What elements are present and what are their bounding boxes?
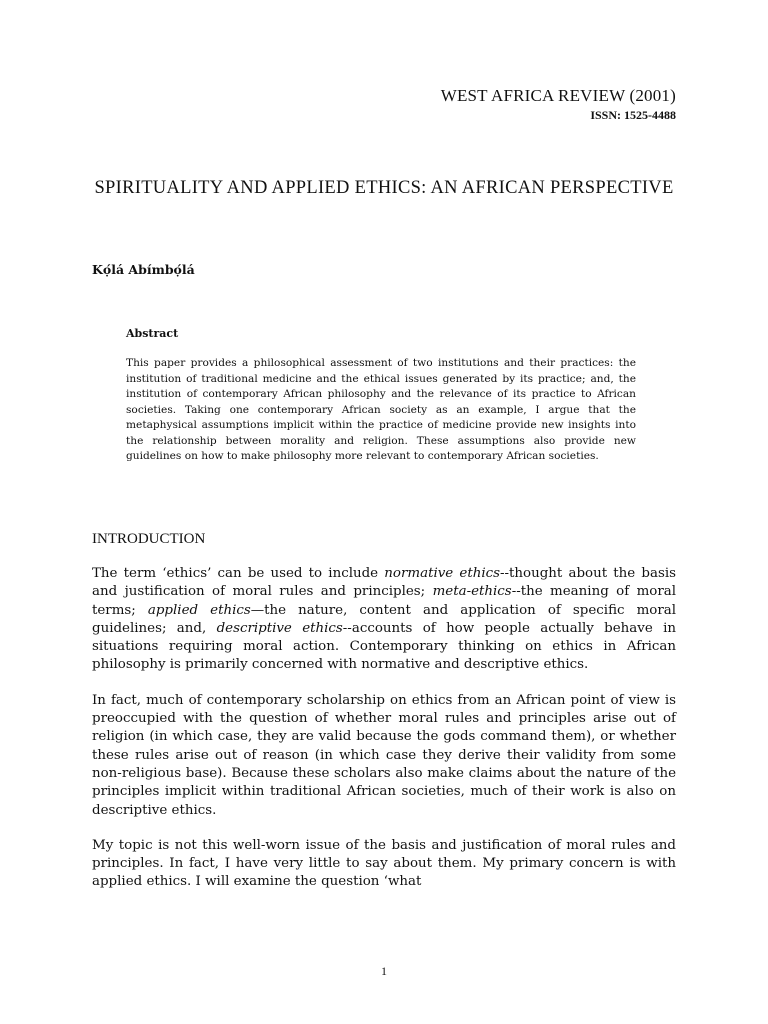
p1-term-normative-ethics: normative ethics (384, 566, 500, 581)
p1-text-g: —the nature, content and application of specific moral guidelines; and, (92, 602, 677, 636)
p1-term-meta-ethics: meta-ethics (432, 584, 512, 600)
journal-header (441, 86, 676, 123)
page-number: 1 (381, 964, 387, 978)
paragraph-1 (92, 565, 676, 675)
abstract-section (126, 327, 636, 465)
p1-term-descriptive-ethics: descriptive ethics (216, 620, 343, 636)
abstract-text: This paper provides a philosophical assessment of two institutions and their practices: the institution of traditional medicine and the ethical issues generated by its practice; and, the institution of contemporary African philosophy and the relevance of its practice to African societies. Taking one contemporary African society as an example, I argue that the metaphysical assumptions implicit within the practice of medicine provide new insights into the relationship between morality and religion. These assumptions also provide new guidelines on how to make philosophy more relevant to contemporary African societies. (126, 357, 636, 462)
paragraph-3: My topic is not this well-worn issue of the basis and justification of moral rules and principles. In fact, I have very little to say about them. My primary concern is with applied ethics. I will examine the question ‘what (92, 837, 676, 890)
abstract-label: Abstract (126, 327, 179, 340)
paragraph-2: In fact, much of contemporary scholarship on ethics from an African point of view is preoccupied with the question of whether moral rules and principles arise out of religion (in which case, they are valid because the gods command them), or whether these rules arise out of reason (in which case they derive their validity from some non-religious base). Because these scholars also make claims about the nature of the principles implicit within traditional African societies, much of their work is also on descriptive ethics. (92, 692, 676, 818)
paper-title: SPIRITUALITY AND APPLIED ETHICS: AN AFRICAN PERSPECTIVE (94, 178, 674, 198)
p1-text-a: The term ‘ethics’ can be used to include (92, 566, 385, 581)
author-name: Kọ́lá Abímbọ́lá (92, 262, 195, 277)
body-text (92, 565, 676, 909)
journal-name: WEST AFRICA REVIEW (2001) (440, 86, 676, 105)
section-heading-introduction: INTRODUCTION (92, 531, 206, 547)
p1-text-c: --thought about the basis and justification of moral rules and principles; (92, 566, 676, 600)
p1-text-i: --accounts of how people actually behave in situations requiring moral action. Contemporary thinking on ethics in African philosophy is primarily concerned with normative and descriptive ethics. (92, 620, 676, 673)
journal-issn: ISSN: 1525-4488 (590, 108, 676, 122)
p1-term-applied-ethics: applied ethics (147, 602, 251, 618)
p1-text-e: --the meaning of moral terms; (92, 584, 677, 618)
